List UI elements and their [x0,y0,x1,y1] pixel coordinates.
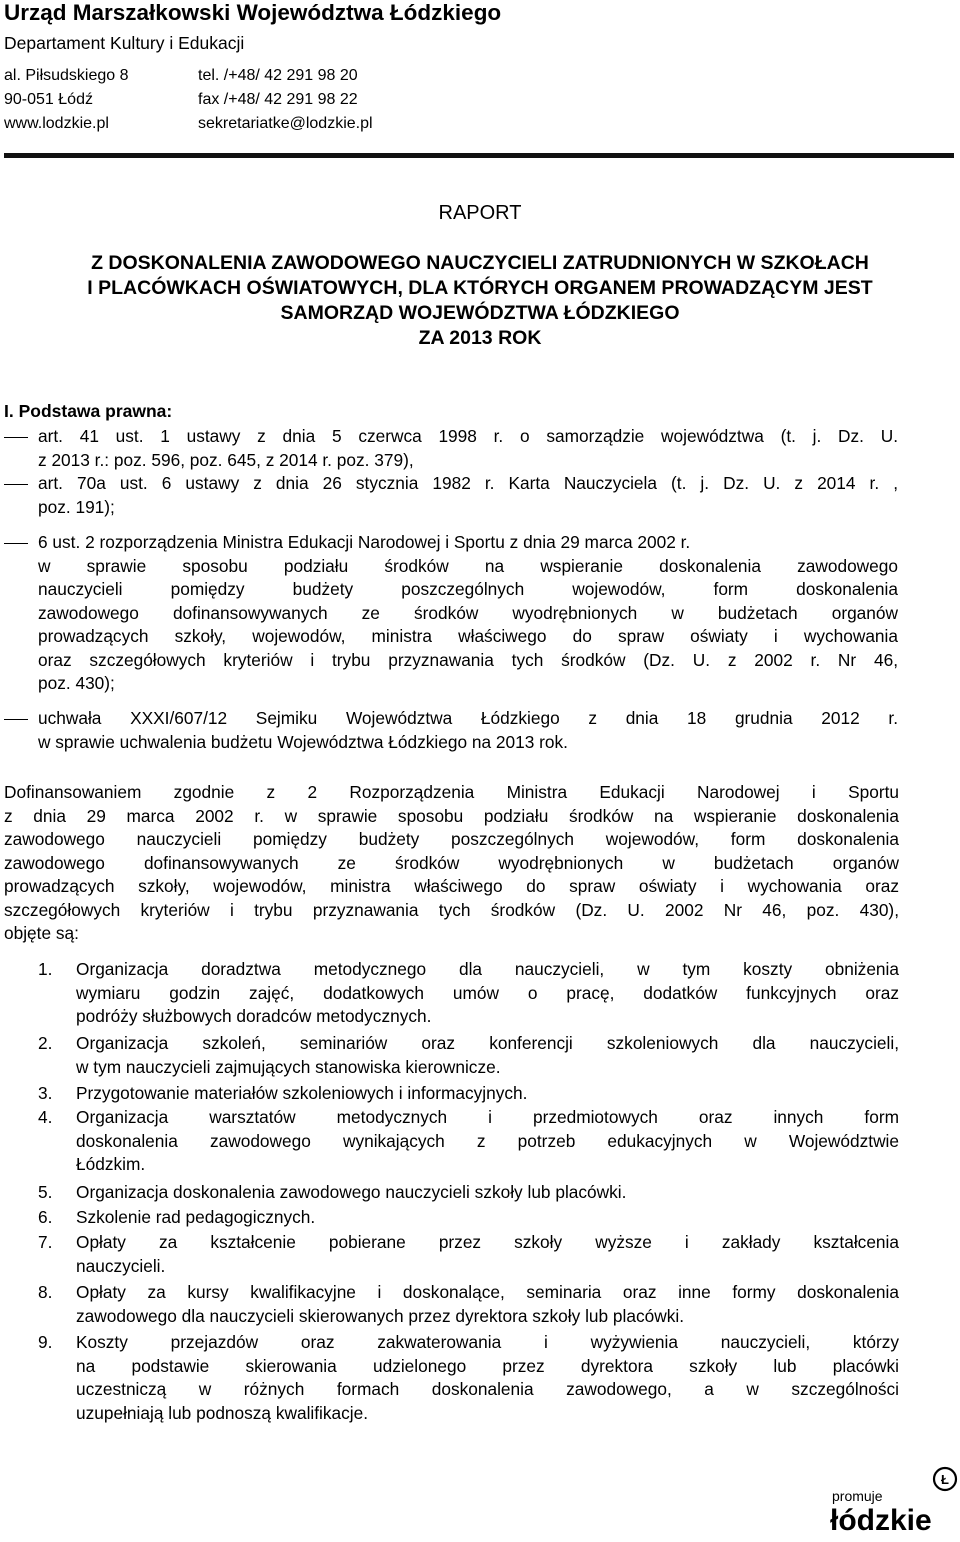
item-text-line: w sprawie sposobu podziału środków na wspieranie doskonalenia zawodowego [38,555,898,576]
list-number: 4. [38,1107,53,1127]
list-number: 5. [38,1182,53,1202]
logo-wordmark: łódzkie [830,1504,932,1537]
list-number: 7. [38,1232,53,1252]
header-divider [4,153,954,158]
paragraph-line: objęte są: [4,923,79,943]
list-item-line: uczestniczą w różnych formach doskonalenia zawodowego, a w szczególności [76,1379,899,1399]
postal-city: 90-051 Łódź [4,91,93,108]
list-item-line: Organizacja szkoleń, seminariów oraz konferencji szkoleniowych dla nauczycieli, [76,1033,899,1053]
title-line: SAMORZĄD WOJEWÓDZTWA ŁÓDZKIEGO [280,302,680,324]
list-item-line: Opłaty za kursy kwalifikacyjne i doskonalące, seminaria oraz inne formy doskonalenia [76,1282,899,1302]
list-item-line: Organizacja warsztatów metodycznych i przedmiotowych oraz innych form [76,1107,899,1127]
list-item-line: podróży służbowych doradców metodycznych. [76,1006,432,1026]
title-line: ZA 2013 ROK [418,327,542,349]
promuje-lodzkie-logo [808,1466,960,1537]
item-text-line: prowadzących szkoły, wojewodów, ministra właściwego do spraw oświaty i wychowania [38,626,898,646]
paragraph-line: Dofinansowaniem zgodnie z 2 Rozporządzenia Ministra Edukacji Narodowej i Sportu [4,782,899,802]
list-item-line: Opłaty za kształcenie pobierane przez szkoły wyższe i zakłady kształcenia [76,1232,899,1252]
paragraph-line: zawodowego dofinansowywanych ze środków wyodrębnionych w budżetach organów [4,852,899,873]
dash-bullet [4,543,28,544]
list-item-line: Łódzkim. [76,1154,146,1174]
fax-number: fax /+48/ 42 291 98 22 [198,91,358,108]
list-number: 6. [38,1207,53,1227]
list-number: 8. [38,1282,53,1302]
item-text-line: art. 70a ust. 6 ustawy z dnia 26 stycznia 1982 r. Karta Nauczyciela (t. j. Dz. U. z 2014 r. , [38,473,898,493]
email-link[interactable]: sekretariatke@lodzkie.pl [198,115,373,132]
list-number: 3. [38,1083,53,1103]
list-item-line: Organizacja doskonalenia zawodowego nauczycieli szkoły lub placówki. [76,1182,627,1202]
list-number: 2. [38,1033,53,1053]
list-item-line: zawodowego dla nauczycieli skierowanych przez dyrektora szkoły lub placówki. [76,1305,685,1326]
item-text-line: 6 ust. 2 rozporządzenia Ministra Edukacji Narodowej i Sportu z dnia 29 marca 2002 r. [38,532,691,552]
funding-paragraph [4,781,899,946]
street-address: al. Piłsudskiego 8 [4,67,129,84]
list-item-line: Koszty przejazdów oraz zakwaterowania i wyżywienia nauczycieli, którzy [76,1332,899,1352]
document-type-heading: RAPORT [438,202,522,224]
item-text-line: z 2013 r.: poz. 596, poz. 645, z 2014 r. poz. 379), [38,449,414,470]
list-item-line: w tym nauczycieli zajmujących stanowiska kierownicze. [76,1056,501,1077]
list-item-line: wymiaru godzin zajęć, dodatkowych umów o pracę, dodatków funkcyjnych oraz [76,982,899,1003]
paragraph-line: z dnia 29 marca 2002 r. w sprawie sposobu podziału środków na wspieranie doskonalenia [4,805,899,826]
list-item-line: Organizacja doradztwa metodycznego dla nauczycieli, w tym koszty obniżenia [76,959,899,979]
item-text-line: uchwała XXXI/607/12 Sejmiku Województwa Łódzkiego z dnia 18 grudnia 2012 r. [38,708,898,728]
website-link[interactable]: www.lodzkie.pl [4,115,109,132]
department-name: Departament Kultury i Edukacji [4,33,245,53]
list-number: 1. [38,959,53,979]
organization-name: Urząd Marszałkowski Województwa Łódzkiego [4,0,502,25]
dash-bullet [4,437,28,438]
list-item-line: uzupełniają lub podnoszą kwalifikacje. [76,1402,369,1423]
list-item-line: na podstawie skierowania udzielonego przez dyrektora szkoły lub placówki [76,1355,899,1376]
logo-tagline: promuje [832,1488,883,1504]
section-heading: I. Podstawa prawna: [4,401,173,421]
item-text-line: zawodowego dofinansowywanych ze środków wyodrębnionych w budżetach organów [38,602,898,623]
list-item-line: Szkolenie rad pedagogicznych. [76,1207,316,1227]
title-line: Z DOSKONALENIA ZAWODOWEGO NAUCZYCIELI ZATRUDNIONYCH W SZKOŁACH [91,252,869,274]
address-block [4,64,129,136]
paragraph-line: szczegółowych kryteriów i trybu przyznawania tych środków (Dz. U. 2002 Nr 46, poz. 430), [4,899,899,920]
item-text-line: poz. 191); [38,496,115,517]
phone-number: tel. /+48/ 42 291 98 20 [198,67,358,84]
item-text-line: poz. 430); [38,673,115,693]
logo-mark: Ł [941,1472,949,1487]
dash-bullet [4,484,28,485]
list-number: 9. [38,1332,53,1352]
item-text-line: oraz szczegółowych kryteriów i trybu przyznawania tych środków (Dz. U. z 2002 r. Nr 46, [38,649,898,670]
paragraph-line: zawodowego nauczycieli pomiędzy budżety poszczególnych wojewodów, form doskonalenia [4,829,899,849]
paragraph-line: prowadzących szkoły, wojewodów, ministra właściwego do spraw oświaty i wychowania oraz [4,876,899,896]
item-text-line: nauczycieli pomiędzy budżety poszczególnych wojewodów, form doskonalenia [38,579,898,599]
item-text-line: w sprawie uchwalenia budżetu Województwa Łódzkiego na 2013 rok. [38,731,568,752]
list-item-line: nauczycieli. [76,1255,166,1276]
dash-bullet [4,719,28,720]
contact-block [198,64,373,136]
item-text-line: art. 41 ust. 1 ustawy z dnia 5 czerwca 1998 r. o samorządzie województwa (t. j. Dz. U. [38,426,898,446]
list-item-line: doskonalenia zawodowego wynikających z potrzeb edukacyjnych w Województwie [76,1130,899,1151]
list-item-line: Przygotowanie materiałów szkoleniowych i informacyjnych. [76,1083,528,1103]
title-line: I PLACÓWKACH OŚWIATOWYCH, DLA KTÓRYCH ORGANEM PROWADZĄCYM JEST [87,277,873,299]
logo-graphic [808,1466,960,1537]
